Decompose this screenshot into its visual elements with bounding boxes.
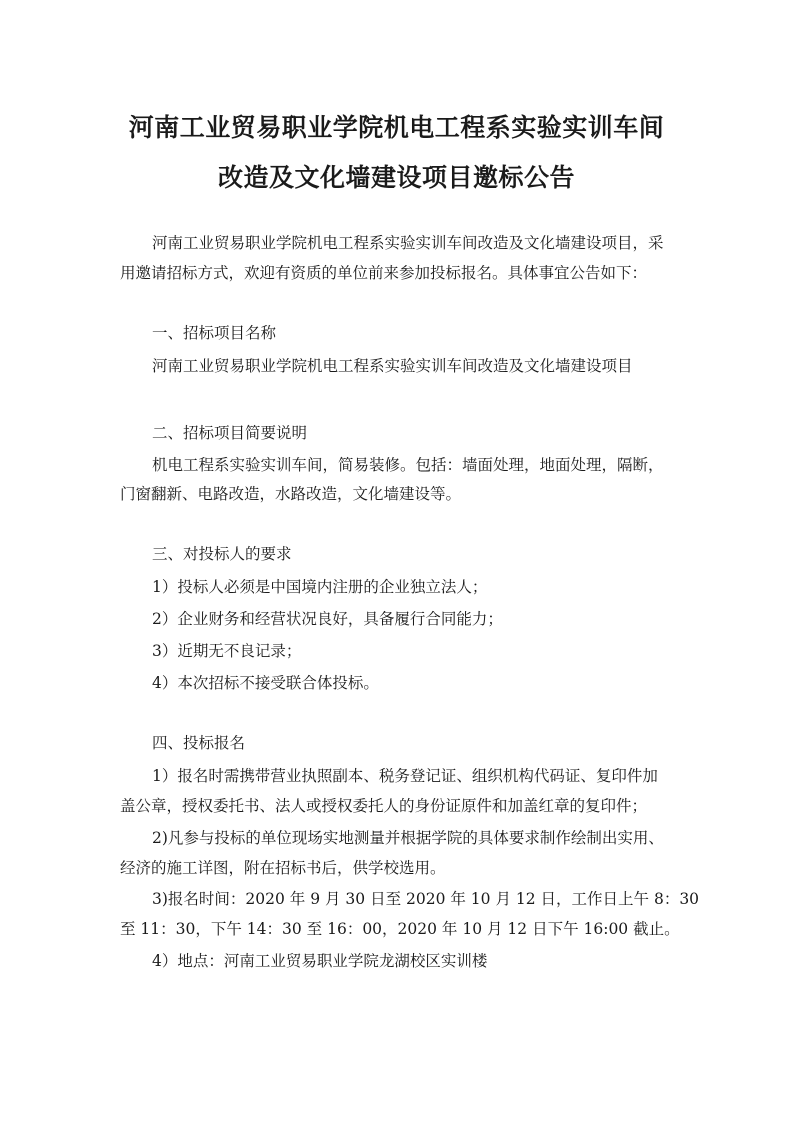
intro-line-1: 河南工业贸易职业学院机电工程系实验实训车间改造及文化墙建设项目，采 <box>152 234 664 252</box>
section-2-line-2: 门窗翻新、电路改造，水路改造，文化墙建设等。 <box>120 485 462 503</box>
document-title-line-1: 河南工业贸易职业学院机电工程系实验实训车间 <box>128 113 665 142</box>
section-4-item-1-line-2: 盖公章，授权委托书、法人或授权委托人的身份证原件和加盖红章的复印件； <box>120 797 648 815</box>
section-3-item-3: 3）近期无不良记录； <box>152 642 302 660</box>
section-4-item-3-line-2: 至 11：30，下午 14：30 至 16：00，2020 年 10 月 12 日下午 16:00 截止。 <box>120 920 680 938</box>
section-4-item-1-line-1: 1）报名时需携带营业执照副本、税务登记证、组织机构代码证、复印件加 <box>152 767 658 785</box>
section-2-line-1: 机电工程系实验实训车间，简易装修。包括：墙面处理，地面处理，隔断， <box>152 456 664 474</box>
section-3-item-2: 2）企业财务和经营状况良好，具备履行合同能力； <box>152 610 503 628</box>
section-4-item-2-line-2: 经济的施工详图，附在招标书后，供学校选用。 <box>120 859 446 877</box>
section-3-item-1: 1）投标人必须是中国境内注册的企业独立法人； <box>152 578 488 596</box>
section-2-heading: 二、招标项目简要说明 <box>152 424 308 442</box>
document-title-line-2: 改造及文化墙建设项目邀标公告 <box>217 163 575 192</box>
section-1-content: 河南工业贸易职业学院机电工程系实验实训车间改造及文化墙建设项目 <box>152 357 633 375</box>
section-4-heading: 四、投标报名 <box>152 734 246 752</box>
section-4-item-3-line-1: 3)报名时间：2020 年 9 月 30 日至 2020 年 10 月 12 日，工作日上午 8：30 <box>152 890 700 908</box>
intro-line-2: 用邀请招标方式，欢迎有资质的单位前来参加投标报名。具体事宜公告如下： <box>120 264 648 282</box>
section-3-heading: 三、对投标人的要求 <box>152 545 292 563</box>
section-1-heading: 一、招标项目名称 <box>152 324 277 342</box>
section-4-item-2-line-1: 2)凡参与投标的单位现场实地测量并根据学院的具体要求制作绘制出实用、 <box>152 829 664 847</box>
section-4-item-4: 4）地点：河南工业贸易职业学院龙湖校区实训楼 <box>152 952 488 970</box>
section-3-item-4: 4）本次招标不接受联合体投标。 <box>152 674 379 692</box>
